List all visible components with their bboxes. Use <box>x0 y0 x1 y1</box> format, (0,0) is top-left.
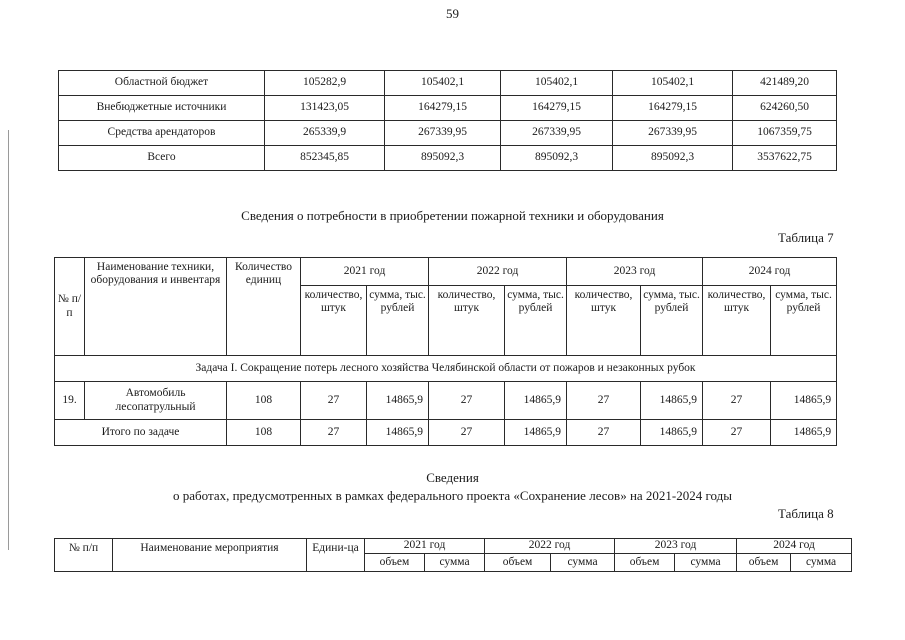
cell-value: 164279,15 <box>385 96 501 121</box>
header-year-2021: 2021 год <box>365 539 485 554</box>
cell-value: 624260,50 <box>733 96 837 121</box>
cell-value: 265339,9 <box>265 121 385 146</box>
row-num: 19. <box>55 382 85 420</box>
cell-value: 27 <box>703 420 771 446</box>
cell-value: 895092,3 <box>385 146 501 171</box>
cell-value: 27 <box>567 420 641 446</box>
cell-value: 421489,20 <box>733 71 837 96</box>
header-year-2023: 2023 год <box>615 539 737 554</box>
subheader-volume: объем <box>615 554 675 572</box>
subheader-sum: сумма <box>425 554 485 572</box>
subheader-qty: количество, штук <box>567 286 641 356</box>
subheader-qty: количество, штук <box>301 286 367 356</box>
page-number: 59 <box>446 6 459 21</box>
header-year-2022: 2022 год <box>485 539 615 554</box>
cell-value: 27 <box>567 382 641 420</box>
section8-heading: Сведения <box>426 470 479 485</box>
subheader-volume: объем <box>365 554 425 572</box>
section7-heading: Сведения о потребности в приобретении пожарной техники и оборудования <box>241 208 664 223</box>
cell-value: 895092,3 <box>613 146 733 171</box>
cell-value: 27 <box>429 420 505 446</box>
fire-equipment-table <box>54 257 837 446</box>
header-unit: Едини-ца <box>307 539 365 572</box>
row-label: Средства арендаторов <box>59 121 265 146</box>
header-year-2024: 2024 год <box>703 258 837 286</box>
header-year-2023: 2023 год <box>567 258 703 286</box>
cell-value: 14865,9 <box>367 420 429 446</box>
cell-value: 27 <box>301 382 367 420</box>
cell-value: 267339,95 <box>385 121 501 146</box>
cell-value: 3537622,75 <box>733 146 837 171</box>
row-label: Внебюджетные источники <box>59 96 265 121</box>
cell-value: 267339,95 <box>501 121 613 146</box>
row-label: Всего <box>59 146 265 171</box>
table7-number: Таблица 7 <box>778 230 834 245</box>
task-row <box>55 356 837 382</box>
section8-subheading: о работах, предусмотренных в рамках федерального проекта «Сохранение лесов» на 2021-2024 годы <box>173 488 732 503</box>
header-year-2024: 2024 год <box>737 539 852 554</box>
header-year-2021: 2021 год <box>301 258 429 286</box>
header-row <box>55 539 852 554</box>
cell-value: 14865,9 <box>505 382 567 420</box>
cell-value: 895092,3 <box>501 146 613 171</box>
cell-value: 852345,85 <box>265 146 385 171</box>
subheader-sum: сумма, тыс. рублей <box>367 286 429 356</box>
row-name: Автомобиль лесопатрульный <box>85 382 227 420</box>
cell-value: 1067359,75 <box>733 121 837 146</box>
cell-value: 164279,15 <box>501 96 613 121</box>
total-row <box>55 420 837 446</box>
subheader-sum: сумма <box>551 554 615 572</box>
cell-value: 105282,9 <box>265 71 385 96</box>
cell-value: 267339,95 <box>613 121 733 146</box>
cell-value: 14865,9 <box>641 382 703 420</box>
header-row <box>55 258 837 286</box>
row-label: Областной бюджет <box>59 71 265 96</box>
cell-value: 14865,9 <box>771 382 837 420</box>
subheader-qty: количество, штук <box>703 286 771 356</box>
table-row <box>59 121 837 146</box>
federal-project-table <box>54 538 852 572</box>
subheader-sum: сумма <box>675 554 737 572</box>
header-qty: Количество единиц <box>227 258 301 356</box>
table-row <box>55 382 837 420</box>
subheader-sum: сумма, тыс. рублей <box>505 286 567 356</box>
subheader-qty: количество, штук <box>429 286 505 356</box>
subheader-sum: сумма <box>791 554 852 572</box>
margin-line <box>8 130 9 550</box>
header-name: Наименование техники, оборудования и инвентаря <box>85 258 227 356</box>
cell-value: 14865,9 <box>771 420 837 446</box>
total-qty: 108 <box>227 420 301 446</box>
header-name: Наименование мероприятия <box>113 539 307 572</box>
budget-table <box>58 70 837 171</box>
subheader-sum: сумма, тыс. рублей <box>771 286 837 356</box>
cell-value: 27 <box>429 382 505 420</box>
cell-value: 131423,05 <box>265 96 385 121</box>
cell-value: 14865,9 <box>367 382 429 420</box>
cell-value: 105402,1 <box>613 71 733 96</box>
header-num: № п/п <box>55 539 113 572</box>
cell-value: 27 <box>703 382 771 420</box>
cell-value: 164279,15 <box>613 96 733 121</box>
table-row <box>59 146 837 171</box>
subheader-volume: объем <box>485 554 551 572</box>
cell-value: 105402,1 <box>501 71 613 96</box>
header-num: № п/п <box>55 258 85 356</box>
table-row <box>59 96 837 121</box>
task-title: Задача I. Сокращение потерь лесного хозяйства Челябинской области от пожаров и незаконных рубок <box>55 356 837 382</box>
cell-value: 27 <box>301 420 367 446</box>
cell-value: 14865,9 <box>505 420 567 446</box>
cell-value: 105402,1 <box>385 71 501 96</box>
row-qty: 108 <box>227 382 301 420</box>
subheader-sum: сумма, тыс. рублей <box>641 286 703 356</box>
total-label: Итого по задаче <box>55 420 227 446</box>
subheader-volume: объем <box>737 554 791 572</box>
cell-value: 14865,9 <box>641 420 703 446</box>
table8-number: Таблица 8 <box>778 506 834 521</box>
table-row <box>59 71 837 96</box>
header-year-2022: 2022 год <box>429 258 567 286</box>
